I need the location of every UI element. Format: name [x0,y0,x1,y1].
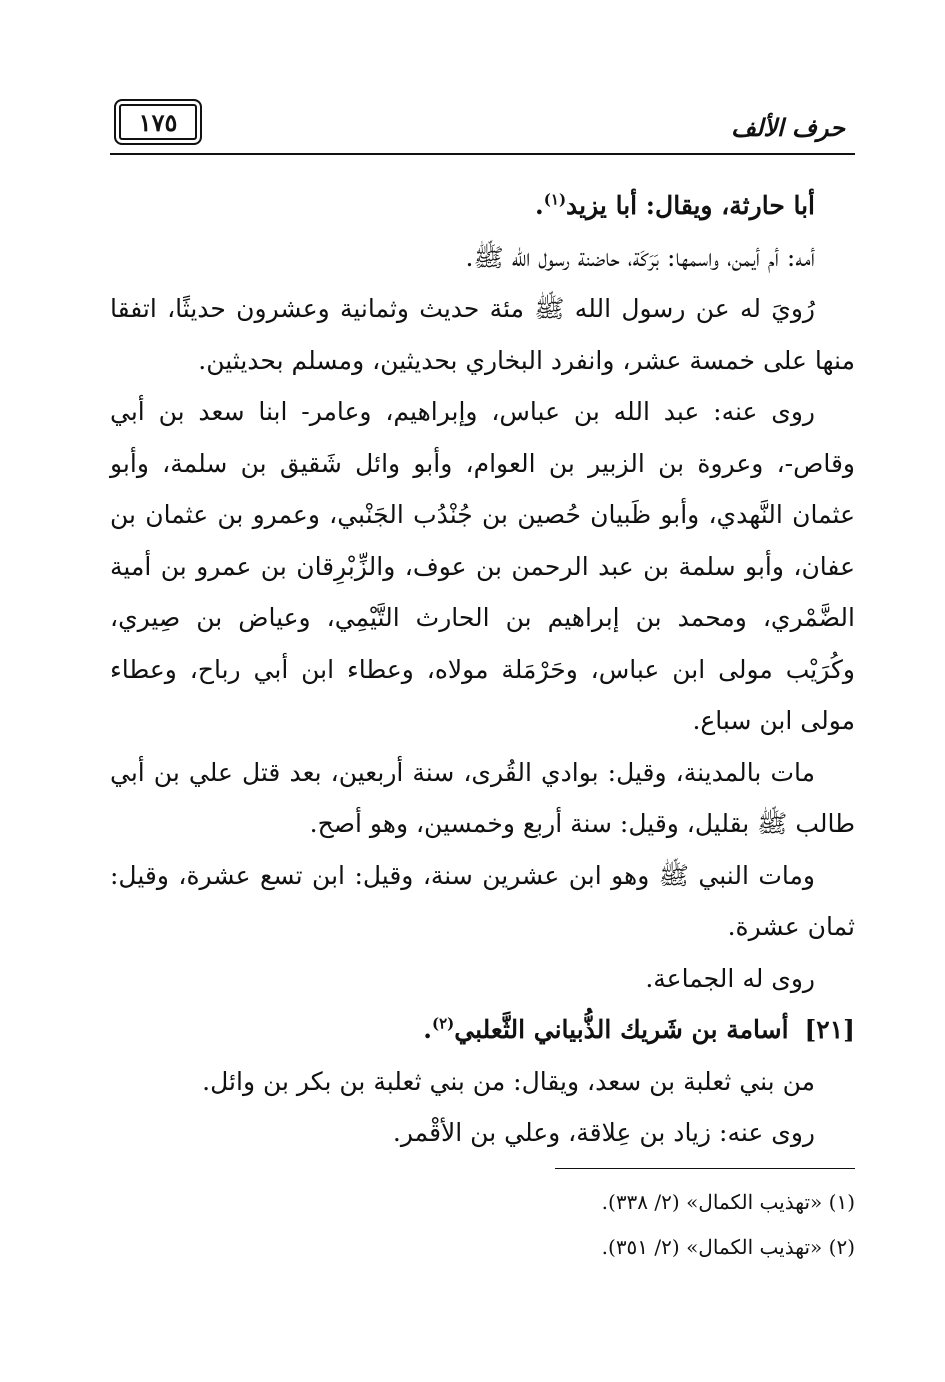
mother-paragraph: أمه: أم أيمن، واسمها: بَرَكَة، حاضنة رسول الله ﷺ. [465,242,815,272]
footnote-ref-2: (٢) [431,1014,455,1033]
students-paragraph: روى عنه: عبد الله بن عباس، وإبراهيم، وعامر- ابنا سعد بن أبي وقاص-، وعروة بن الزبير بن العوام، وأبو وائل شَقيق بن سلمة، وأبو عثمان النَّهدي، وأبو ظَبيان حُصين بن جُنْدُب الجَنْبي، وعمرو بن عثمان بن عفان، وأبو سلمة بن عبد الرحمن بن عوف، والزِّبْرِقان بن عمرو بن أمية الضَّمْري، ومحمد بن إبراهيم بن الحارث التَّيْمِي، وعياض بن صِيري، وكُرَيْب مولى ابن عباس، وحَرْمَلة مولاه، وعطاء ابن أبي رباح، وعطاء مولى ابن سباع. [110,397,855,735]
death-paragraph: مات بالمدينة، وقيل: بوادي القُرى، سنة أربعين، بعد قتل علي بن أبي طالب ﷺ بقليل، وقيل: سنة أربع وخمسين، وهو أصح. [110,757,855,838]
main-text [110,180,855,1159]
running-head: حرف الألف [731,113,845,142]
entry-number: [٢١] [804,1015,855,1044]
footnote-ref-1: (١) [543,190,567,209]
narrations-paragraph: رُويَ له عن رسول الله ﷺ مئة حديث وثمانية وعشرون حديثًا، اتفقا منها على خمسة عشر، وانفرد البخاري بحديثين، ومسلم بحديثين. [110,294,855,375]
lineage-paragraph: من بني ثعلبة بن سعد، ويقال: من بني ثعلبة بن بكر بن وائل. [202,1066,815,1096]
entry-name: أسامة بن شَريك الذُّبياني الثَّعلبي [454,1015,789,1044]
kunya-text: أبا حارثة، ويقال: أبا يزيد [566,191,815,220]
footnotes [400,1180,855,1270]
page-header [110,95,855,157]
entry-heading [110,1004,855,1056]
kunya-end: . [535,191,544,220]
entry-students-paragraph: روى عنه: زياد بن عِلاقة، وعلي بن الأقْمر. [392,1118,815,1147]
footnote-rule [555,1168,855,1169]
narrated-by-paragraph: روى له الجماعة. [645,963,815,993]
entry-end: . [423,1015,432,1044]
footnote-1: (١) «تهذيب الكمال» (٢/ ٣٣٨). [601,1190,855,1214]
footnote-2: (٢) «تهذيب الكمال» (٢/ ٣٥١). [601,1235,855,1259]
header-rule [110,153,855,155]
page-number: ١٧٥ [114,99,202,145]
kunya-line [110,180,855,232]
age-paragraph: ومات النبي ﷺ وهو ابن عشرين سنة، وقيل: ابن تسع عشرة، وقيل: ثمان عشرة. [110,860,855,941]
